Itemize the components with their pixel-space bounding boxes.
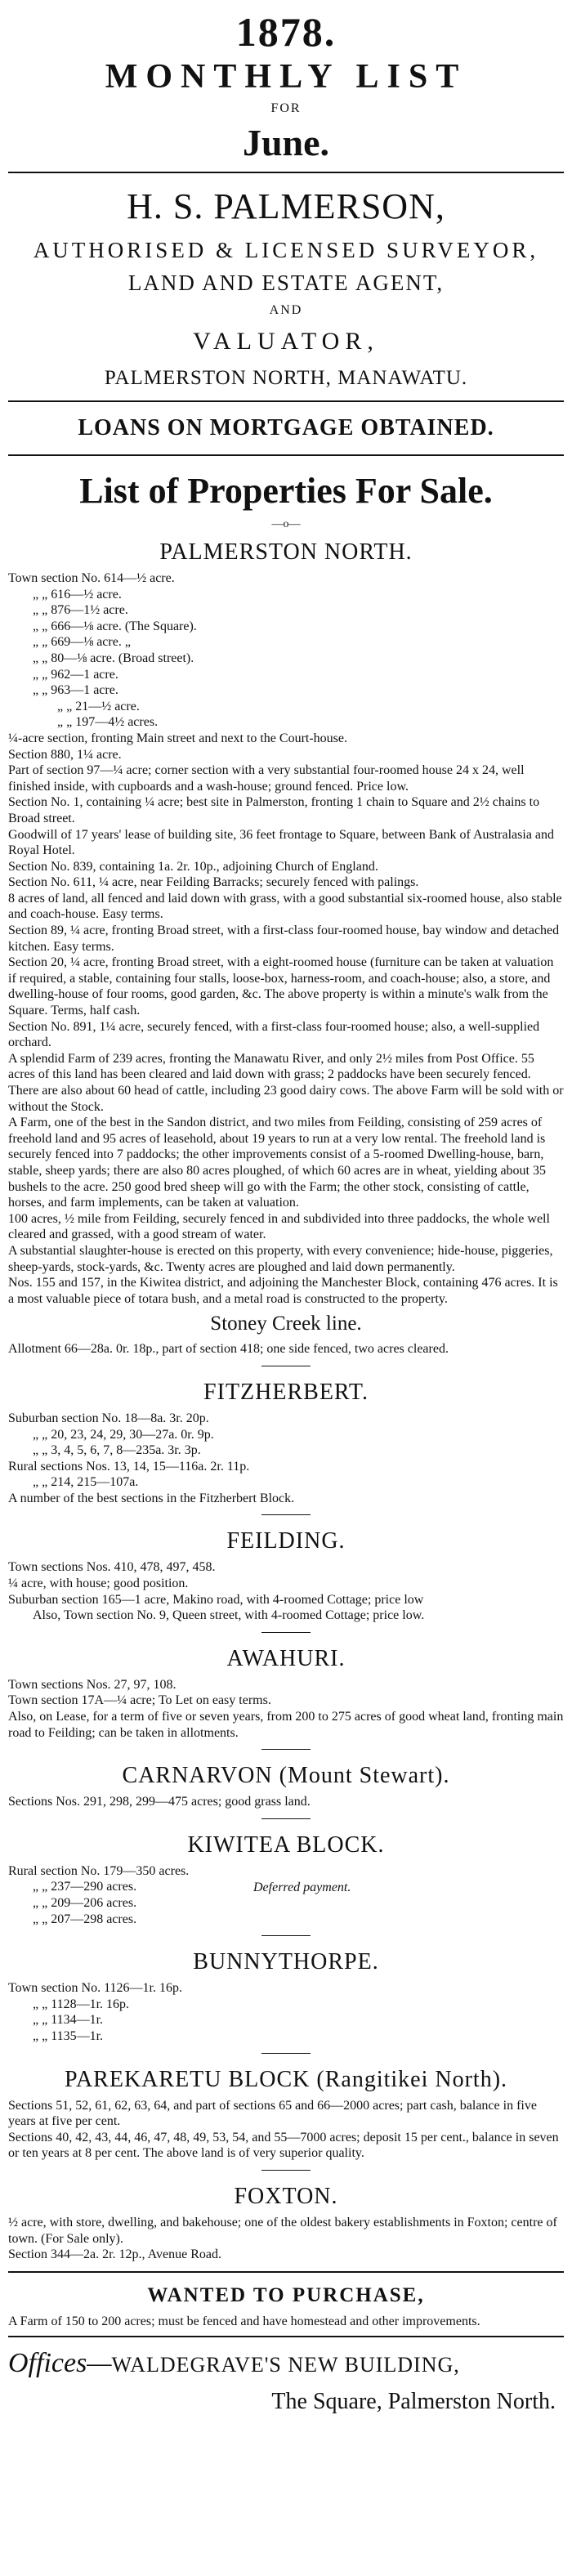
ornament: —o— [271, 518, 301, 530]
list-item: Nos. 155 and 157, in the Kiwitea district, and adjoining the Manchester Block, containing 476 acres. It is a most valuable piece of totara bush, and a metal road is constructed to the property. [8, 1276, 558, 1306]
list-item: Section No. 611, ¼ acre, near Feilding Barracks; securely fenced with palings. [8, 875, 419, 890]
list-item: A splendid Farm of 239 acres, fronting the Manawatu River, and only 2½ miles from Post Office. 55 acres of this land has been cleared and laid down with grass; 2 paddocks have been securely fenced. There are also about 60 head of cattle, including 23 good dairy cows. The above Farm will be sold with or without the Stock. [8, 1051, 564, 1114]
list-item: ¼ acre, with house; good position. [8, 1576, 189, 1591]
list-item: Town section 17A—¼ acre; To Let on easy terms. [8, 1693, 271, 1708]
agent-title-3: VALUATOR, [193, 328, 379, 355]
list-item: „ „ 963—1 acre. [33, 683, 118, 698]
list-item: Sections 40, 42, 43, 44, 46, 47, 48, 49, 53, 54, and 55—7000 acres; deposit 15 per cent., balance in seven or ten years at 8 per cent. The above land is of very superior quality. [8, 2130, 559, 2161]
list-item: „ „ 1128—1r. 16p. [33, 1997, 130, 2011]
list-item: A substantial slaughter-house is erected on this property, with every convenience; hide-house, piggeries, sheep-yards, stock-yards, &c. Twenty acres are ploughed and laid down permanently. [8, 1243, 553, 1274]
list-item: Town section No. 614—½ acre. [8, 571, 175, 585]
list-item: ¼-acre section, fronting Main street and next to the Court-house. [8, 731, 347, 745]
list-item: Rural sections Nos. 13, 14, 15—116a. 2r. 11p. [8, 1459, 250, 1474]
divider [261, 1749, 311, 1750]
foxton-entries [8, 2215, 564, 2263]
list-item: Suburban section 165—1 acre, Makino road, with 4-roomed Cottage; price low [8, 1592, 424, 1607]
palmerston-entries [8, 731, 564, 1307]
list-item: Section No. 839, containing 1a. 2r. 10p., adjoining Church of England. [8, 859, 378, 874]
bunnythorpe-entries [8, 1980, 564, 2044]
section-title-parekaretu: PAREKARETU BLOCK (Rangitikei North). [64, 2066, 508, 2092]
list-item: Section 20, ¼ acre, fronting Broad street, with a eight-roomed house (furniture can be taken at valuation if required, a stable, containing four stalls, loose-box, harness-room, and coach-house; also, a store, and dwelling-house of four rooms, good garden, &c. The above property is within a minute's walk from the Square. Terms, half cash. [8, 955, 554, 1018]
section-title-stoney-creek: Stoney Creek line. [210, 1313, 362, 1335]
agent-name: H. S. PALMERSON, [127, 186, 445, 226]
monthly-list-heading: MONTHLY LIST [105, 58, 467, 96]
list-item: „ „ 80—⅛ acre. (Broad street). [33, 651, 194, 665]
list-item: „ „ 616—½ acre. [33, 587, 122, 602]
list-item: „ „ 197—4½ acres. [57, 715, 159, 730]
divider [261, 2053, 311, 2054]
month: June. [242, 122, 330, 163]
list-item: Town sections Nos. 410, 478, 497, 458. [8, 1560, 216, 1575]
list-item: Rural section No. 179—350 acres. [8, 1863, 190, 1878]
list-item: „ „ 209—206 acres. [33, 1896, 137, 1910]
list-item: „ „ 214, 215—107a. [33, 1475, 139, 1490]
list-item: Section 344—2a. 2r. 12p., Avenue Road. [8, 2247, 221, 2262]
section-title-carnarvon: CARNARVON (Mount Stewart). [122, 1763, 450, 1789]
list-item: Goodwill of 17 years' lease of building site, 36 feet frontage to Square, between Bank of Australasia and Royal Hotel. [8, 827, 555, 858]
list-item: ½ acre, with store, dwelling, and bakehouse; one of the oldest bakery establishments in Foxton; centre of town. (For Sale only). [8, 2215, 557, 2246]
feilding-entries [8, 1559, 564, 1623]
list-item: „ „ 207—298 acres. [33, 1912, 137, 1926]
list-item: „ „ 1134—1r. [33, 2013, 104, 2028]
list-item: Town section No. 1126—1r. 16p. [8, 1981, 182, 1996]
deferred-payment-note: Deferred payment. [253, 1880, 351, 1894]
list-item: „ „ 876—1½ acre. [33, 603, 128, 618]
offices-line [8, 2344, 564, 2385]
divider [261, 1514, 311, 1515]
divider [261, 1818, 311, 1819]
town-sections-list [8, 570, 564, 731]
year: 1878. [235, 9, 337, 55]
awahuri-entries [8, 1677, 564, 1741]
agent-title-2: LAND AND ESTATE AGENT, [127, 271, 445, 295]
divider [261, 1632, 311, 1633]
list-item: Also, on Lease, for a term of five or seven years, from 200 to 275 acres of good wheat land, fronting main road to Feilding; can be taken in allotments. [8, 1710, 564, 1740]
list-item: A number of the best sections in the Fitzherbert Block. [8, 1491, 295, 1505]
list-title: List of Properties For Sale. [79, 471, 493, 511]
list-item: Sections 51, 52, 61, 62, 63, 64, and part of sections 65 and 66—2000 acres; part cash, balance in five years at five per cent. [8, 2098, 537, 2129]
list-item: Suburban section No. 18—8a. 3r. 20p. [8, 1411, 209, 1425]
list-item: „ „ 962—1 acre. [33, 667, 118, 682]
list-item: „ „ 3, 4, 5, 6, 7, 8—235a. 3r. 3p. [33, 1443, 201, 1458]
kiwitea-entries [8, 1863, 564, 1927]
office-building: WALDEGRAVE'S NEW BUILDING, [111, 2353, 460, 2377]
divider [261, 1935, 311, 1936]
wanted-entry: A Farm of 150 to 200 acres; must be fenced and have homestead and other improvements. [8, 2314, 480, 2328]
divider [8, 400, 564, 402]
parekaretu-entries [8, 2098, 564, 2162]
divider [8, 2336, 564, 2337]
divider [8, 172, 564, 173]
section-title-palmerston: PALMERSTON NORTH. [159, 539, 413, 565]
fitzherbert-entries [8, 1411, 564, 1507]
section-title-feilding: FEILDING. [226, 1528, 346, 1554]
divider [8, 454, 564, 456]
offices-label: Offices— [8, 2348, 112, 2379]
list-item: Also, Town section No. 9, Queen street, with 4-roomed Cottage; price low. [33, 1608, 425, 1623]
section-title-foxton: FOXTON. [234, 2183, 338, 2209]
section-title-kiwitea: KIWITEA BLOCK. [187, 1831, 385, 1858]
list-item: „ „ 21—½ acre. [57, 699, 140, 713]
wanted-heading: WANTED TO PURCHASE, [147, 2283, 425, 2306]
list-item: 8 acres of land, all fenced and laid down with grass, with a good substantial six-roomed house, also stable and coach-house. Easy terms. [8, 891, 562, 922]
list-item: Town sections Nos. 27, 97, 108. [8, 1677, 177, 1692]
list-item: „ „ 20, 23, 24, 29, 30—27a. 0r. 9p. [33, 1427, 214, 1442]
stoney-creek-entry: Allotment 66—28a. 0r. 18p., part of section 418; one side fenced, two acres cleared. [8, 1342, 449, 1357]
section-title-bunnythorpe: BUNNYTHORPE. [193, 1949, 379, 1975]
divider [261, 2170, 311, 2171]
carnarvon-entry: Sections Nos. 291, 298, 299—475 acres; good grass land. [8, 1795, 311, 1809]
list-item: A Farm, one of the best in the Sandon district, and two miles from Feilding, consisting of 259 acres of freehold land and 95 acres of leasehold, about 19 years to run at a very low rental. The freehold land is securely fenced into 7 paddocks; the other improvements consist of a 5-roomed Dwelling-house, barn, stable, sheep yards; there are also 80 acres ploughed, of which 60 acres are in wheat, yielding about 35 bushels to the acre. 250 good bred sheep will go with the Farm; the other stock, consisting of cattle, horses, and farm implements, can be taken at valuation. [8, 1116, 546, 1210]
list-item: „ „ 666—⅛ acre. (The Square). [33, 619, 197, 633]
list-item: „ „ 669—⅛ acre. „ [33, 635, 131, 650]
list-item: „ „ 237—290 acres. [33, 1880, 137, 1894]
agent-address: PALMERSTON NORTH, MANAWATU. [104, 367, 468, 389]
loans-heading: LOANS ON MORTGAGE OBTAINED. [78, 415, 494, 441]
and-label: AND [269, 303, 303, 317]
list-item: Section No. 891, 1¼ acre, securely fenced, with a first-class four-roomed house; also, a well-supplied orchard. [8, 1019, 540, 1050]
agent-title-1: AUTHORISED & LICENSED SURVEYOR, [33, 238, 539, 262]
for-label: FOR [270, 101, 302, 115]
list-item: „ „ 1135—1r. [33, 2028, 104, 2043]
list-item: Part of section 97—¼ acre; corner section with a very substantial four-roomed house 24 x 24, well finished inside, with cupboards and a wash-house; ground fenced. Price low. [8, 763, 525, 794]
list-item: Section 89, ¼ acre, fronting Broad street, with a first-class four-roomed house, bay window and detached kitchen. Easy terms. [8, 924, 560, 954]
list-item: 100 acres, ½ mile from Feilding, securely fenced in and subdivided into three paddocks, the whole well cleared and grassed, with a good stream of water. [8, 1211, 550, 1242]
section-title-awahuri: AWAHURI. [226, 1645, 346, 1671]
office-address: The Square, Palmerston North. [271, 2389, 556, 2415]
section-title-fitzherbert: FITZHERBERT. [203, 1379, 369, 1405]
divider [8, 2271, 564, 2273]
list-item: Section 880, 1¼ acre. [8, 747, 122, 762]
list-item: Section No. 1, containing ¼ acre; best site in Palmerston, fronting 1 chain to Square and 2½ chains to Broad street. [8, 795, 540, 825]
